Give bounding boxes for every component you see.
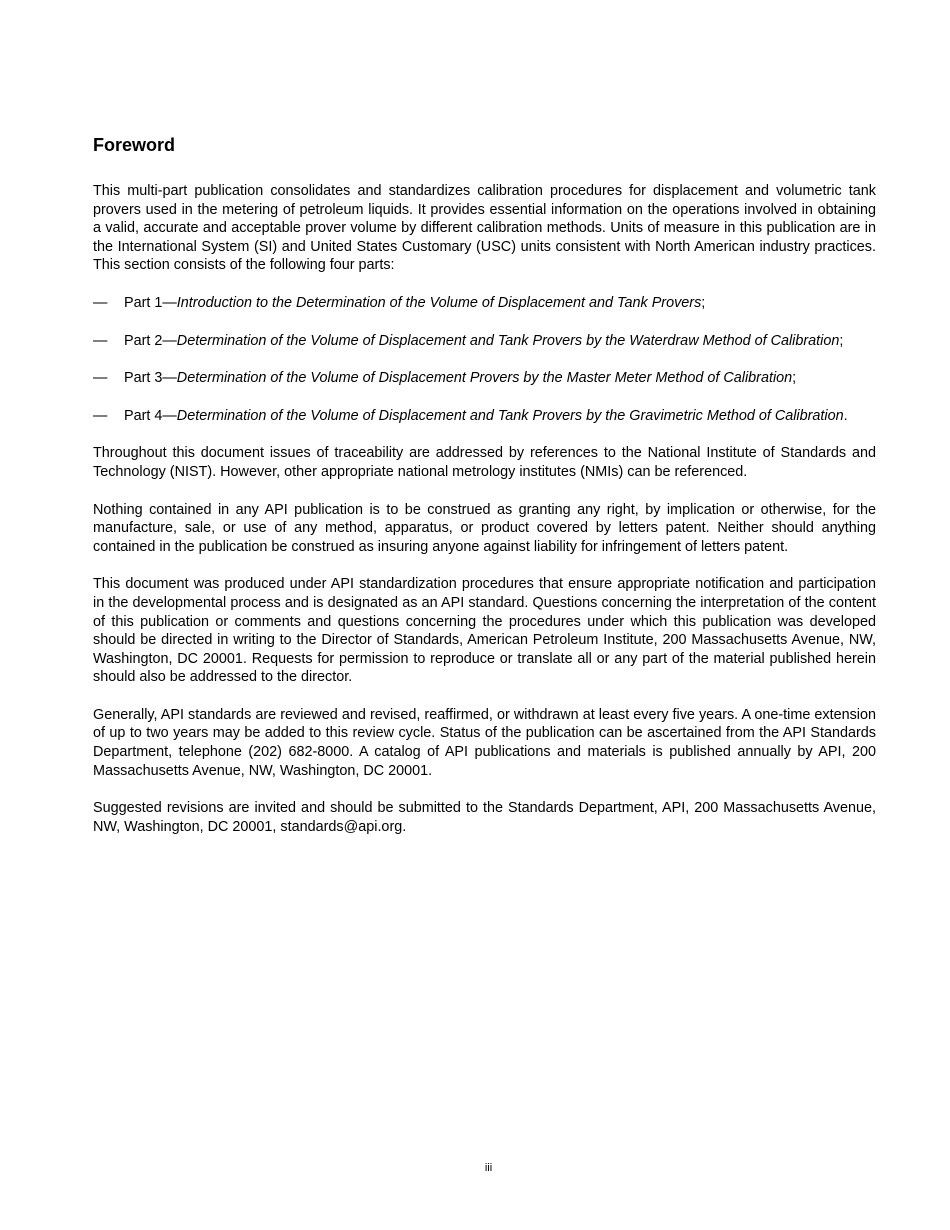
dash-bullet: — <box>93 370 108 387</box>
list-item <box>93 332 876 351</box>
part-prefix: Part 3— <box>124 370 177 387</box>
part-prefix: Part 2— <box>124 332 177 349</box>
traceability-paragraph: Throughout this document issues of traceability are addressed by references to the National Institute of Standards and Technology (NIST). However, other appropriate national metrology institutes (NMIs) can be referenced. <box>93 445 876 480</box>
part-title: Determination of the Volume of Displacement and Tank Provers by the Gravimetric Method of Calibration <box>176 407 844 424</box>
list-item <box>93 407 876 426</box>
dash-bullet: — <box>93 294 108 311</box>
part-suffix: ; <box>792 370 797 387</box>
part-suffix: . <box>843 407 848 424</box>
intro-paragraph: This multi-part publication consolidates and standardizes calibration procedures for displacement and volumetric tank provers used in the metering of petroleum liquids. It provides essential information on the operations involved in obtaining a valid, accurate and acceptable prover volume by different calibration methods. Units of measure in this publication are in the International System (SI) and United States Customary (USC) units consistent with North American industry practices. This section consists of the following four parts: <box>93 183 876 274</box>
page-title: Foreword <box>93 135 176 155</box>
page-number: iii <box>484 1162 493 1174</box>
document-page <box>93 134 876 855</box>
part-title: Determination of the Volume of Displacement and Tank Provers by the Waterdraw Method of Calibration <box>176 332 840 349</box>
part-suffix: ; <box>701 294 706 311</box>
part-prefix: Part 4— <box>124 407 177 424</box>
parts-list <box>93 294 876 425</box>
list-item <box>93 369 876 388</box>
revisions-paragraph: Suggested revisions are invited and should be submitted to the Standards Department, API, 200 Massachusetts Avenue, NW, Washington, DC 20001, standards@api.org. <box>93 800 876 835</box>
review-paragraph: Generally, API standards are reviewed and revised, reaffirmed, or withdrawn at least every five years. A one-time extension of up to two years may be added to this review cycle. Status of the publication can be ascertained from the API Standards Department, telephone (202) 682-8000. A catalog of API publications and materials is published annually by API, 200 Massachusetts Avenue, NW, Washington, DC 20001. <box>93 706 876 779</box>
part-prefix: Part 1— <box>124 294 177 311</box>
patent-paragraph: Nothing contained in any API publication is to be construed as granting any right, by implication or otherwise, for the manufacture, sale, or use of any method, apparatus, or product covered by letters patent. Neither should anything contained in the publication be construed as insuring anyone against liability for infringement of letters patent. <box>93 501 876 555</box>
part-title: Introduction to the Determination of the Volume of Displacement and Tank Provers <box>176 294 702 311</box>
dash-bullet: — <box>93 332 108 349</box>
procedures-paragraph: This document was produced under API standardization procedures that ensure appropriate notification and participation in the developmental process and is designated as an API standard. Questions concerning the interpretation of the content of this publication or comments and questions concerning the procedures under which this publication was developed should be directed in writing to the Director of Standards, American Petroleum Institute, 200 Massachusetts Avenue, NW, Washington, DC 20001. Requests for permission to reproduce or translate all or any part of the material published herein should also be addressed to the director. <box>93 576 876 686</box>
part-title: Determination of the Volume of Displacement Provers by the Master Meter Method of Calibration <box>176 370 793 387</box>
list-item <box>93 294 876 313</box>
part-suffix: ; <box>839 332 844 349</box>
dash-bullet: — <box>93 407 108 424</box>
